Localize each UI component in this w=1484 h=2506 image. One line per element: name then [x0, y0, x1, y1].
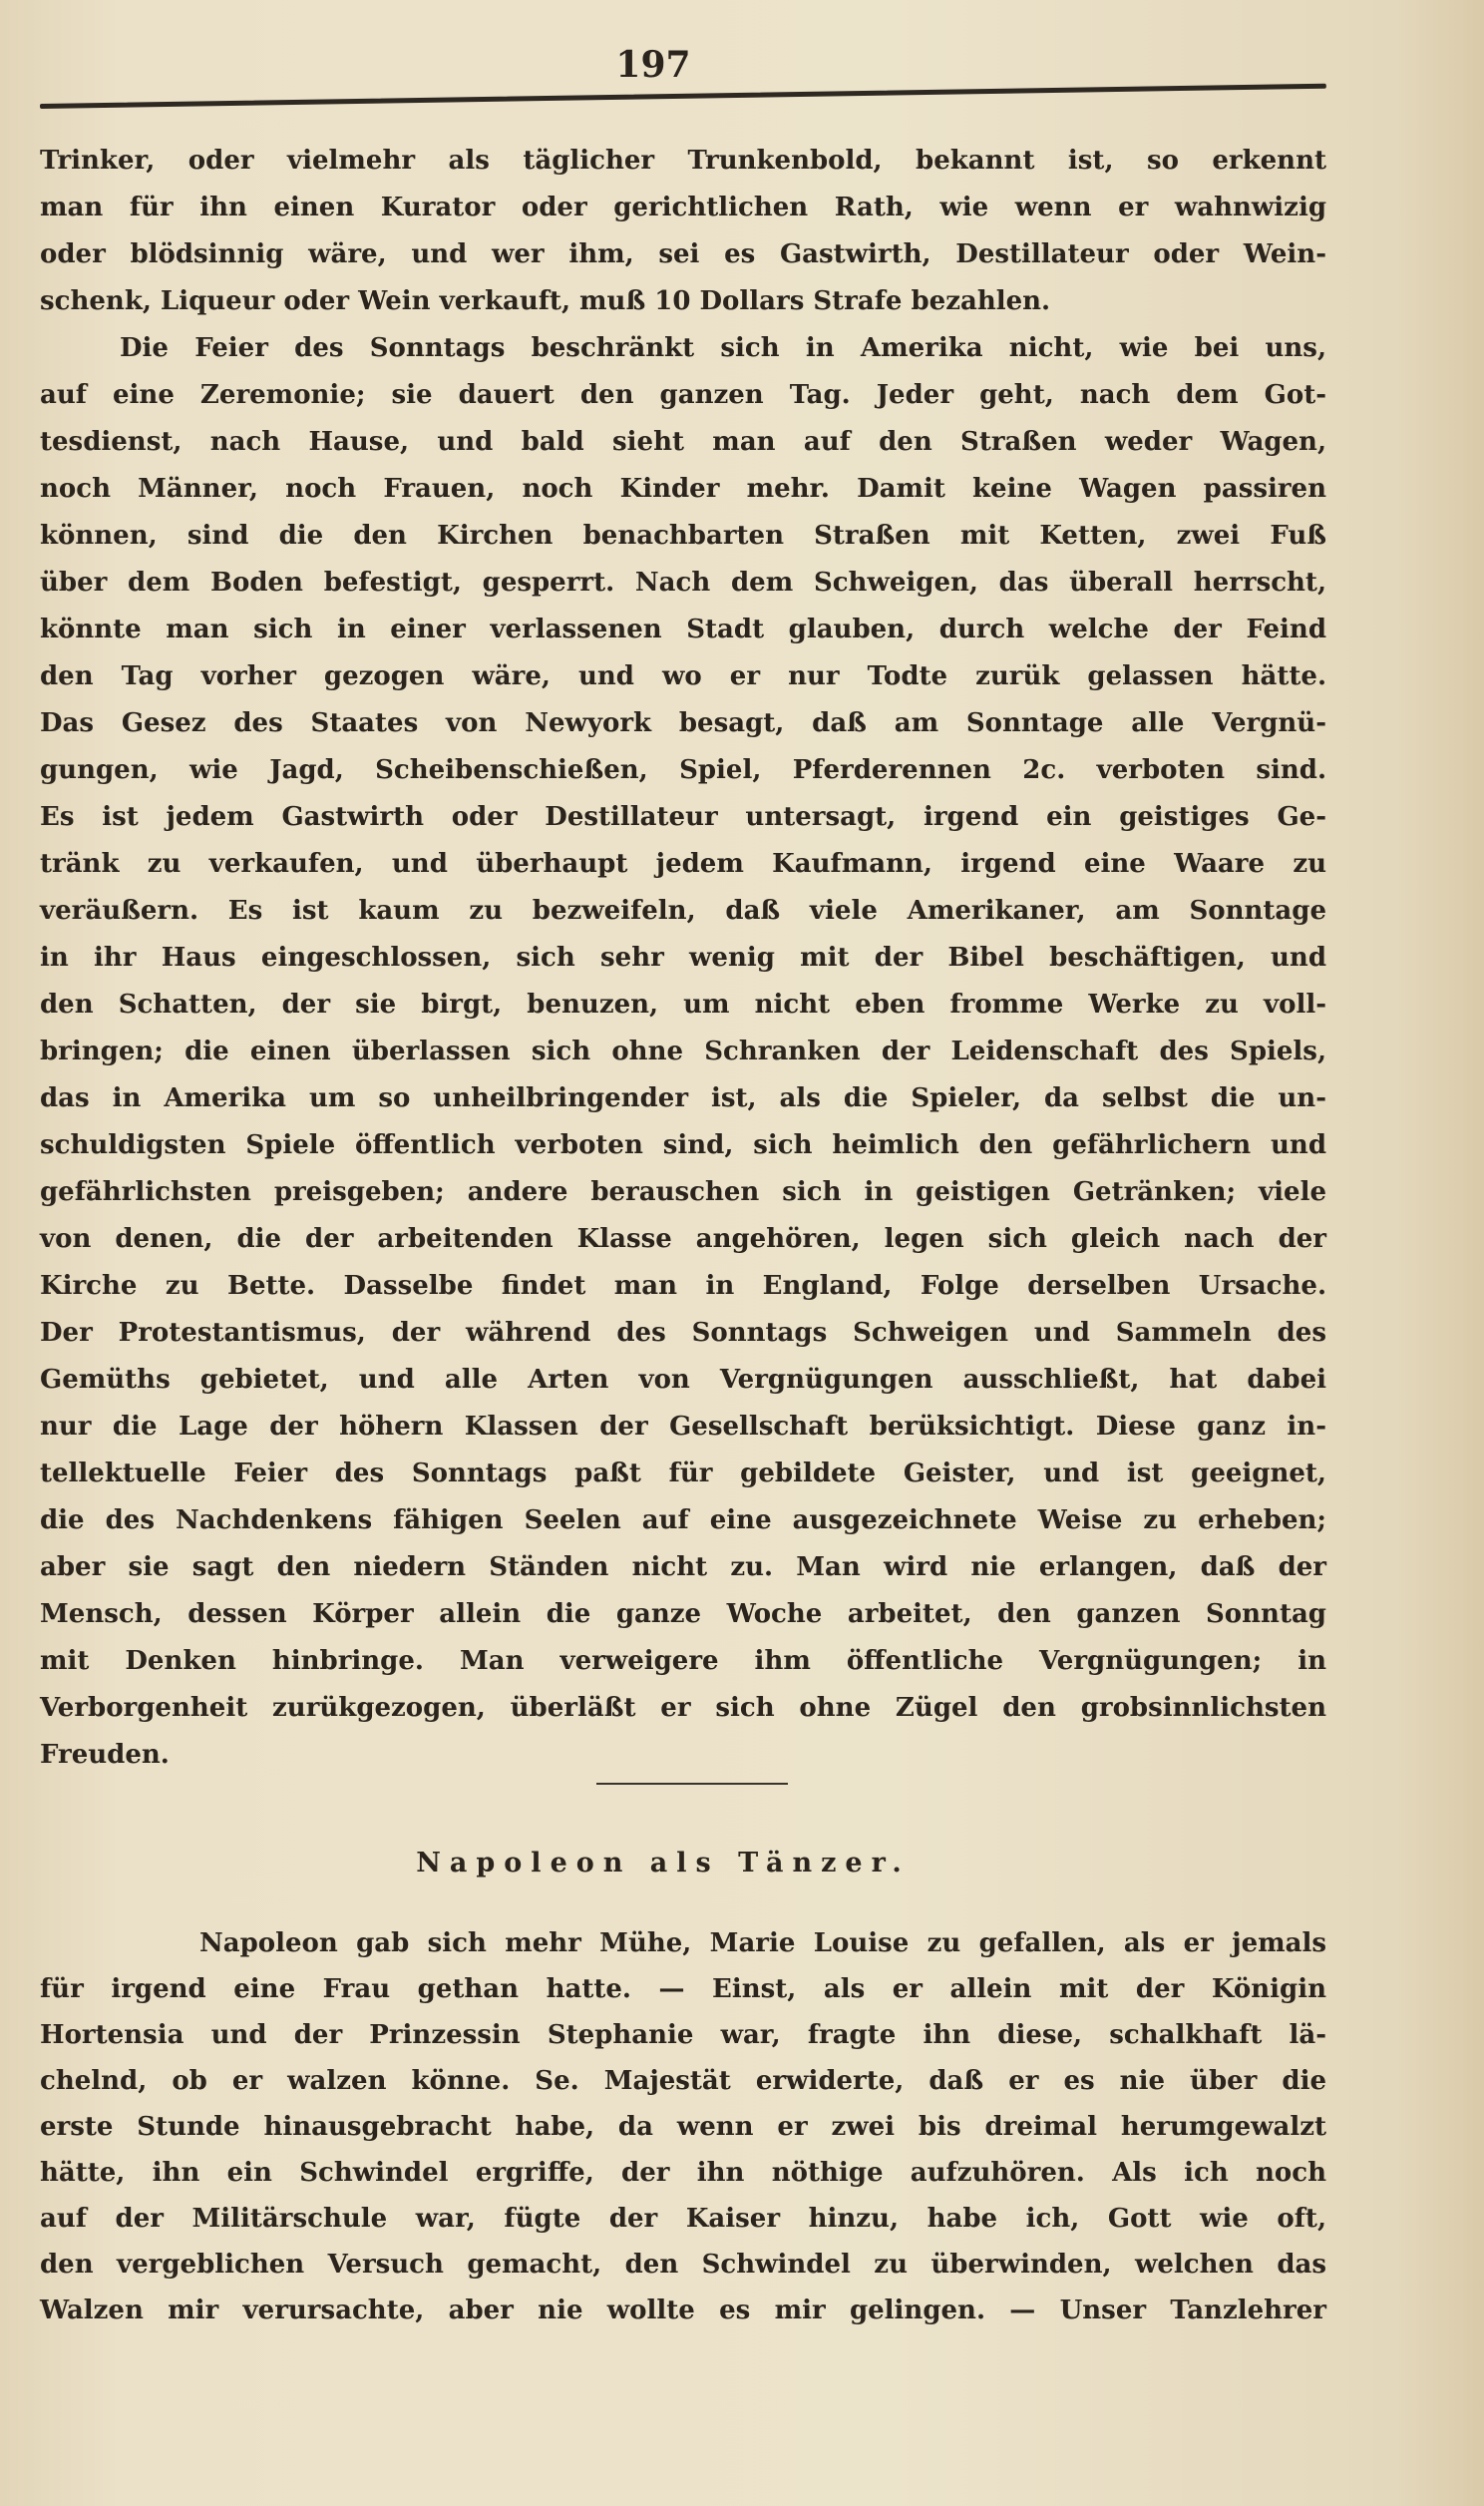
text-line: Freuden.	[40, 1740, 170, 1770]
text-line: für irgend eine Frau gethan hatte. — Einst, als er allein mit der Königin	[40, 1974, 1326, 2004]
text-line: gungen, wie Jagd, Scheibenschießen, Spiel, Pferderennen 2c. verboten sind.	[40, 755, 1326, 785]
text-line: Die Feier des Sonntags beschränkt sich in Amerika nicht, wie bei uns,	[120, 333, 1326, 363]
text-line: in ihr Haus eingeschlossen, sich sehr wenig mit der Bibel beschäftigen, und	[40, 943, 1326, 973]
text-line: über dem Boden befestigt, gesperrt. Nach dem Schweigen, das überall herrscht,	[40, 568, 1326, 598]
text-line: könnte man sich in einer verlassenen Stadt glauben, durch welche der Feind	[40, 615, 1326, 644]
text-line: von denen, die der arbeitenden Klasse angehören, legen sich gleich nach der	[40, 1224, 1326, 1254]
text-line: auf der Militärschule war, fügte der Kaiser hinzu, habe ich, Gott wie oft,	[40, 2204, 1326, 2234]
page-number: 197	[615, 44, 691, 86]
text-line: Kirche zu Bette. Dasselbe findet man in England, Folge derselben Ursache.	[40, 1271, 1326, 1301]
text-line: Mensch, dessen Körper allein die ganze Woche arbeitet, den ganzen Sonntag	[40, 1599, 1326, 1629]
text-line: oder blödsinnig wäre, und wer ihm, sei es Gastwirth, Destillateur oder Wein-	[40, 239, 1326, 269]
text-line: noch Männer, noch Frauen, noch Kinder mehr. Damit keine Wagen passiren	[40, 474, 1326, 504]
text-line: auf eine Zeremonie; sie dauert den ganzen Tag. Jeder geht, nach dem Got-	[40, 380, 1326, 410]
text-line: bringen; die einen überlassen sich ohne Schranken der Leidenschaft des Spiels,	[40, 1037, 1326, 1066]
text-line: Der Protestantismus, der während des Sonntags Schweigen und Sammeln des	[40, 1318, 1326, 1348]
text-line: Hortensia und der Prinzessin Stephanie war, fragte ihn diese, schalkhaft lä-	[40, 2020, 1326, 2050]
text-line: tellektuelle Feier des Sonntags paßt für gebildete Geister, und ist geeignet,	[40, 1459, 1326, 1488]
text-block-sunday	[40, 138, 1326, 1779]
text-line: tesdienst, nach Hause, und bald sieht man auf den Straßen weder Wagen,	[40, 427, 1326, 457]
text-line: Verborgenheit zurükgezogen, überläßt er sich ohne Zügel den grobsinnlichsten	[40, 1693, 1326, 1723]
text-line: tränk zu verkaufen, und überhaupt jedem Kaufmann, irgend eine Waare zu	[40, 849, 1326, 879]
text-line: Es ist jedem Gastwirth oder Destillateur untersagt, irgend ein geistiges Ge-	[40, 802, 1326, 832]
text-line: man für ihn einen Kurator oder gerichtlichen Rath, wie wenn er wahnwizig	[40, 193, 1326, 222]
text-line: erste Stunde hinausgebracht habe, da wenn er zwei bis dreimal herumgewalzt	[40, 2112, 1326, 2142]
text-line: Das Gesez des Staates von Newyork besagt, daß am Sonntage alle Vergnü-	[40, 708, 1326, 738]
text-line: mit Denken hinbringe. Man verweigere ihm öffentliche Vergnügungen; in	[40, 1646, 1326, 1676]
text-line: Trinker, oder vielmehr als täglicher Trunkenbold, bekannt ist, so erkennt	[40, 146, 1326, 176]
text-line: den Tag vorher gezogen wäre, und wo er nur Todte zurük gelassen hätte.	[40, 661, 1326, 691]
text-line: hätte, ihn ein Schwindel ergriffe, der ihn nöthige aufzuhören. Als ich noch	[40, 2158, 1326, 2188]
text-line: gefährlichsten preisgeben; andere berauschen sich in geistigen Getränken; viele	[40, 1177, 1326, 1207]
text-block-napoleon	[40, 1920, 1326, 2333]
text-line: die des Nachdenkens fähigen Seelen auf eine ausgezeichnete Weise zu erheben;	[40, 1505, 1326, 1535]
text-line: veräußern. Es ist kaum zu bezweifeln, daß viele Amerikaner, am Sonntage	[40, 896, 1326, 926]
section-divider	[596, 1783, 788, 1785]
text-line: das in Amerika um so unheilbringender ist, als die Spieler, da selbst die un-	[40, 1083, 1326, 1113]
text-line: den Schatten, der sie birgt, benuzen, um nicht eben fromme Werke zu voll-	[40, 990, 1326, 1020]
text-line: schenk, Liqueur oder Wein verkauft, muß 10 Dollars Strafe bezahlen.	[40, 286, 1051, 316]
text-line: aber sie sagt den niedern Ständen nicht zu. Man wird nie erlangen, daß der	[40, 1552, 1326, 1582]
text-line: den vergeblichen Versuch gemacht, den Schwindel zu überwinden, welchen das	[40, 2250, 1326, 2280]
text-line: nur die Lage der höhern Klassen der Gesellschaft berüksichtigt. Diese ganz in-	[40, 1412, 1326, 1442]
text-line: schuldigsten Spiele öffentlich verboten sind, sich heimlich den gefährlichern und	[40, 1130, 1326, 1160]
text-line: chelnd, ob er walzen könne. Se. Majestät erwiderte, daß er es nie über die	[40, 2066, 1326, 2096]
text-line: Walzen mir verursachte, aber nie wollte es mir gelingen. — Unser Tanzlehrer	[40, 2296, 1326, 2325]
text-line: können, sind die den Kirchen benachbarten Straßen mit Ketten, zwei Fuß	[40, 521, 1326, 551]
section-title: Napoleon als Tänzer.	[416, 1848, 911, 1879]
text-line: Napoleon gab sich mehr Mühe, Marie Louise zu gefallen, als er jemals	[199, 1928, 1326, 1958]
text-line: Gemüths gebietet, und alle Arten von Vergnügungen ausschließt, hat dabei	[40, 1365, 1326, 1395]
